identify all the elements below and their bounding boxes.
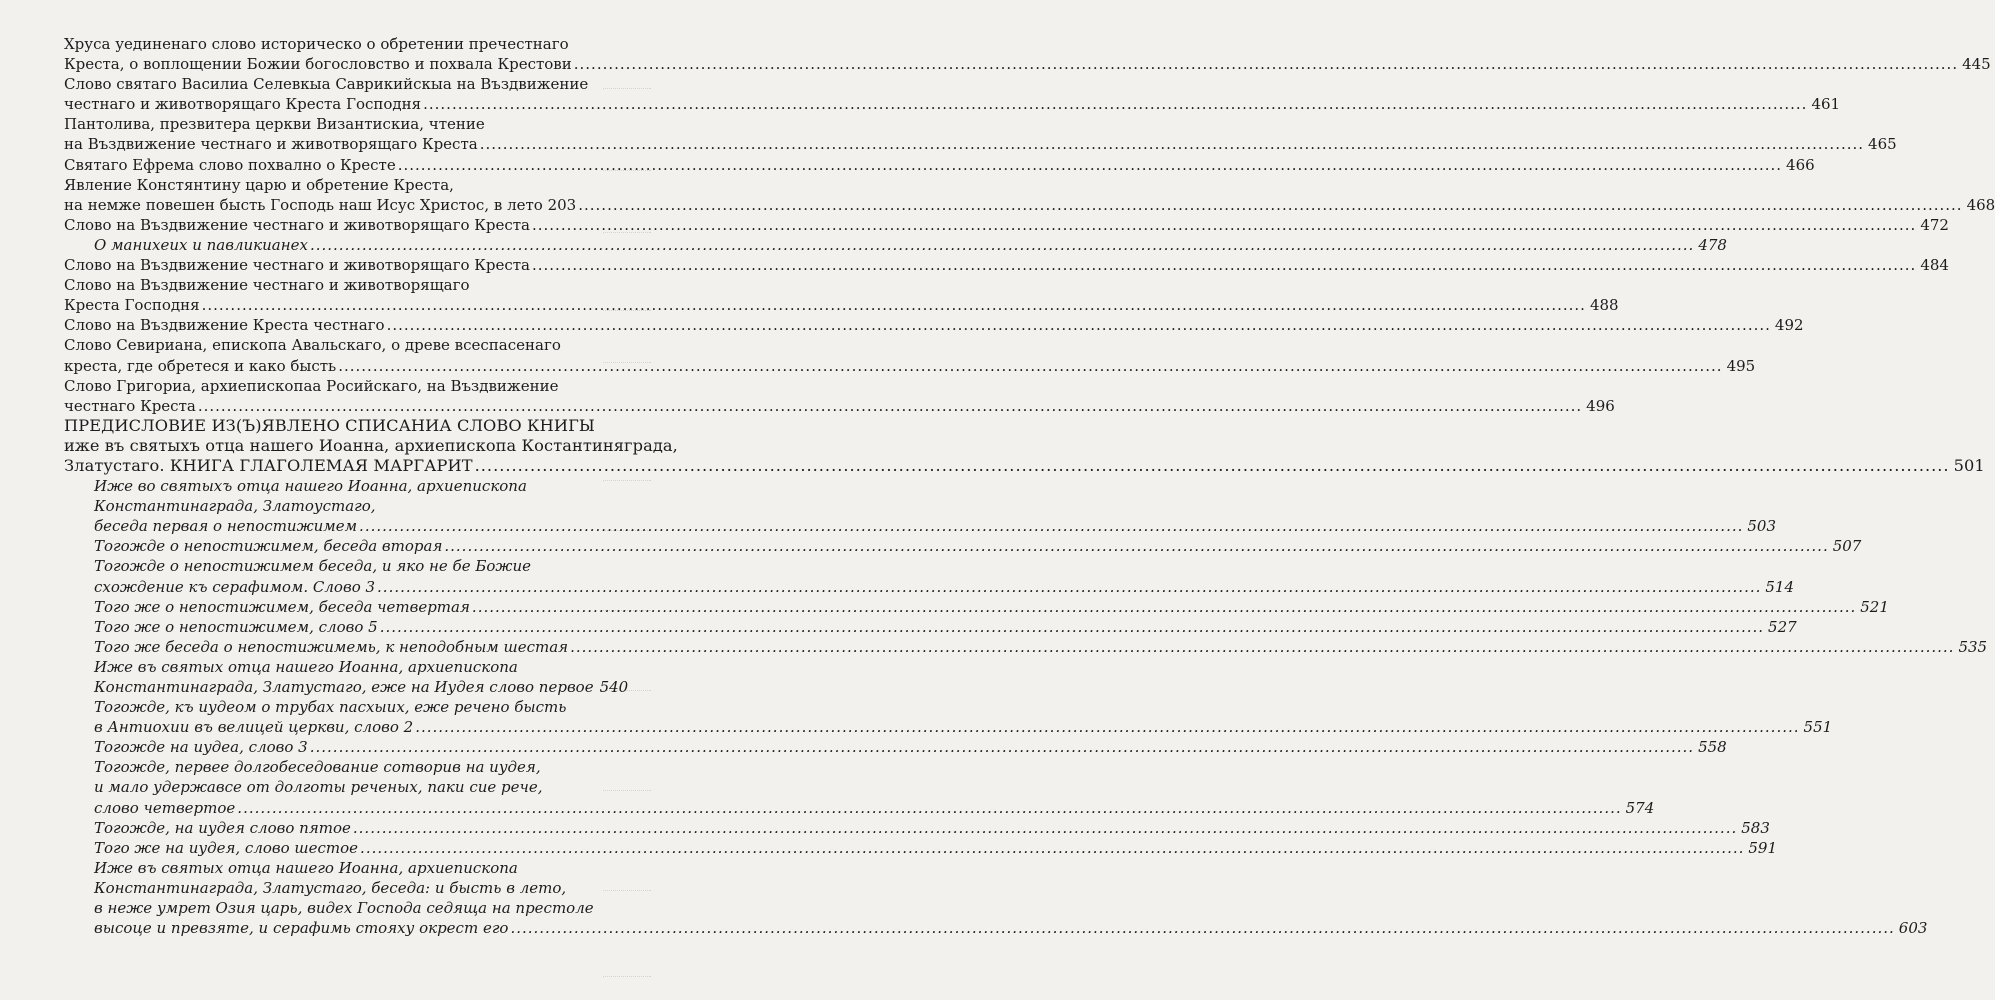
toc-entry-text: Слово на Въздвижение Креста честнаго — [64, 316, 385, 335]
toc-entry-line — [94, 918, 1928, 938]
dot-leader — [472, 597, 1856, 617]
dot-leader — [475, 456, 1950, 476]
toc-page-number: 558 — [1698, 738, 1727, 757]
dot-leader — [360, 838, 1744, 858]
toc-entry-text: на немже повешен бысть Господь наш Исус Христос, в лето 203 — [64, 195, 577, 214]
toc-entry-text: на Въздвижение честнаго и животворящаго Креста — [64, 135, 478, 154]
toc-entry-text: слово четвертое — [94, 798, 236, 817]
toc-entry — [94, 597, 1889, 617]
dot-leader — [510, 918, 1894, 938]
toc-entry-text: Тогожде на иудеа, слово 3 — [94, 738, 308, 757]
toc-entry-line — [64, 114, 614, 134]
toc-entry-text: Иже въ святых отца нашего Иоанна, архиепископа — [94, 858, 518, 877]
toc-entry-line — [64, 396, 1615, 416]
toc-entry-line — [94, 737, 1727, 757]
toc-page-number: 535 — [1958, 637, 1988, 656]
toc-entry-text: ПРЕДИСЛОВИЕ ИЗ(Ъ)ЯВЛЕНО СПИСАНИА СЛОВО КНИГЫ — [64, 415, 595, 435]
toc-entry-text: беседа первая о непостижимем — [94, 517, 358, 536]
toc-page-number: 461 — [1811, 95, 1841, 114]
toc-entry-text: Тогожде, первее долгобеседование сотворив на иудея, — [94, 758, 541, 777]
toc-entry — [64, 175, 1995, 215]
toc-entry-text: Того же на иудея, слово шестое — [94, 838, 359, 857]
toc-entry-line — [94, 617, 1797, 637]
toc-entry-text: Слово на Въздвижение честнаго и животворящаго Креста — [64, 256, 530, 275]
dot-leader — [377, 577, 1761, 597]
toc-entry — [94, 838, 1778, 858]
dot-leader — [480, 134, 1864, 154]
toc-entry-line — [94, 577, 1795, 597]
toc-entry-line — [94, 597, 1889, 617]
toc-entry-text: Слово Григориа, архиепископаа Росийскаго, на Въздвижение — [64, 376, 559, 395]
toc-entry — [94, 818, 1770, 838]
toc-entry-line — [64, 335, 614, 355]
toc-entry — [64, 34, 1991, 74]
toc-entry — [94, 235, 1727, 255]
toc-page-number: 527 — [1768, 617, 1797, 636]
dot-leader — [532, 255, 1916, 275]
toc-entry-line — [64, 195, 1995, 215]
dot-leader — [423, 94, 1807, 114]
toc-entry — [94, 476, 1777, 536]
toc-entry — [64, 255, 1949, 275]
toc-entry-line — [94, 838, 1778, 858]
toc-entry — [94, 536, 1862, 556]
toc-entry-text: Святаго Ефрема слово похвално о Кресте — [64, 155, 396, 174]
toc-page-number: 514 — [1765, 577, 1795, 596]
dot-leader — [387, 315, 1771, 335]
toc-section-heading — [64, 415, 1985, 476]
toc-entry-line — [64, 315, 1804, 335]
dot-leader — [398, 155, 1782, 175]
toc-entry-text: Слово на Въздвижение честнаго и животворящаго Креста — [64, 215, 530, 234]
toc-entry-text: высоце и превзяте, и серафимь стояху окрест его — [94, 919, 509, 938]
toc-entry-text: Константинаграда, Златустаго, беседа: и бысть в лето, — [94, 878, 567, 897]
toc-entry-line — [64, 255, 1949, 275]
toc-entry — [64, 74, 1841, 114]
dot-leader — [380, 617, 1764, 637]
toc-entry-line — [94, 757, 614, 777]
toc-entry-line — [94, 878, 614, 898]
toc-entry — [64, 376, 1615, 416]
toc-entry-line — [64, 54, 1991, 74]
table-of-contents — [64, 34, 1995, 938]
toc-entry-line — [64, 356, 1756, 376]
toc-page-number: 445 — [1962, 55, 1991, 74]
dot-leader — [359, 516, 1743, 536]
toc-entry — [64, 275, 1619, 315]
toc-page-number: 465 — [1868, 135, 1897, 154]
toc-entry-text: Златустаго. КНИГА ГЛАГОЛЕМАЯ МАРГАРИТ — [64, 455, 473, 475]
toc-entry-text: Явление Констянтину царю и обретение Креста, — [64, 175, 454, 194]
toc-entry-line — [64, 455, 1985, 476]
toc-entry-line — [94, 235, 1727, 255]
dot-leader — [198, 396, 1582, 416]
dot-leader — [570, 637, 1954, 657]
toc-page-number: 478 — [1698, 235, 1727, 254]
toc-entry-text: иже въ святыхъ отца нашего Иоанна, архиепископа Костантиняграда, — [64, 435, 678, 455]
toc-entry — [64, 155, 1815, 175]
toc-entry-text: честнаго и животворящаго Креста Господня — [64, 95, 422, 114]
toc-entry-line — [94, 657, 614, 677]
toc-entry-line — [64, 435, 678, 456]
toc-entry-text: Тогожде, къ иудеом о трубах пасхыих, еже речено бысть — [94, 698, 567, 717]
dot-leader — [237, 798, 1621, 818]
toc-entry-line — [64, 34, 614, 54]
toc-entry-text: Константинаграда, Златоустаго, — [94, 497, 376, 516]
toc-page-number: 468 — [1966, 195, 1995, 214]
toc-page-number: 591 — [1748, 838, 1778, 857]
toc-entry-line — [64, 74, 614, 94]
dot-leader — [578, 195, 1962, 215]
toc-entry — [64, 215, 1949, 235]
toc-entry-text: креста, где обретеся и како бысть — [64, 356, 337, 375]
toc-page-number: 603 — [1898, 919, 1928, 938]
dot-leader — [338, 356, 1722, 376]
toc-entry-text: Слово на Въздвижение честнаго и животворящаго — [64, 276, 470, 295]
toc-entry-line — [94, 717, 1833, 737]
toc-page-number: 488 — [1589, 296, 1619, 315]
toc-page-number: 472 — [1920, 215, 1949, 234]
toc-entry-line — [94, 496, 614, 516]
toc-entry-text: Иже въ святых отца нашего Иоанна, архиепископа — [94, 657, 518, 676]
toc-page-number: 507 — [1832, 537, 1862, 556]
toc-page-number: 503 — [1747, 517, 1777, 536]
dot-leader — [202, 295, 1586, 315]
dot-leader — [353, 818, 1737, 838]
toc-entry-text: Пантолива, презвитера церкви Византискиа, чтение — [64, 115, 485, 134]
toc-entry-text: Тогожде о непостижимем беседа, и яко не бе Божие — [94, 557, 531, 576]
toc-entry-line — [94, 818, 1770, 838]
bleed-through-mark — [603, 966, 651, 977]
toc-page-number: 540 — [599, 678, 629, 696]
toc-entry-text: Тогожде о непостижимем, беседа вторая — [94, 537, 443, 556]
toc-entry-line — [64, 175, 614, 195]
toc-entry — [94, 697, 1833, 737]
toc-page-number: 551 — [1803, 718, 1833, 737]
toc-entry — [94, 657, 629, 697]
toc-entry-text: Того же о непостижимем, беседа четвертая — [94, 597, 470, 616]
toc-entry — [94, 556, 1795, 596]
toc-entry-line — [64, 376, 614, 396]
dot-leader — [310, 235, 1694, 255]
toc-entry-line — [94, 697, 614, 717]
toc-entry — [64, 114, 1897, 154]
dot-leader — [574, 54, 1958, 74]
toc-entry-text: Тогожде, на иудея слово пятое — [94, 818, 351, 837]
toc-entry-line — [94, 516, 1777, 536]
toc-entry-text: О манихеих и павликианех — [94, 235, 308, 254]
toc-entry — [94, 757, 1655, 817]
toc-entry-text: Того же о непостижимем, слово 5 — [94, 617, 378, 636]
toc-page-number: 496 — [1586, 396, 1615, 415]
toc-entry-line — [94, 536, 1862, 556]
toc-entry-text: Хруса уединенаго слово историческо о обретении пречестнаго — [64, 35, 569, 53]
toc-entry-text: честнаго Креста — [64, 396, 196, 415]
toc-entry-line — [94, 637, 1988, 657]
toc-entry-line — [94, 677, 629, 697]
toc-entry-text: Константинаграда, Златустаго, еже на Иудея слово первое — [94, 678, 594, 696]
toc-entry-text: Иже во святыхъ отца нашего Иоанна, архиепископа — [94, 477, 527, 496]
toc-page-number: 521 — [1860, 597, 1889, 616]
toc-page-number: 495 — [1726, 356, 1756, 375]
toc-entry — [94, 617, 1797, 637]
toc-entry-line — [64, 275, 614, 295]
toc-entry-line — [64, 416, 614, 436]
toc-entry-text: Креста, о воплощении Божии богословство и похвала Крестови — [64, 55, 572, 74]
toc-page-number: 574 — [1625, 798, 1655, 817]
dot-leader — [310, 737, 1694, 757]
toc-entry — [94, 737, 1727, 757]
toc-entry-line — [94, 476, 614, 496]
toc-page-number: 484 — [1920, 256, 1949, 275]
toc-entry-line — [94, 798, 1655, 818]
toc-entry-line — [64, 215, 1949, 235]
toc-page-number: 492 — [1774, 316, 1804, 335]
toc-entry-line — [94, 556, 614, 576]
toc-entry-line — [64, 295, 1619, 315]
toc-entry-text: Креста Господня — [64, 296, 200, 315]
toc-entry-line — [94, 898, 614, 918]
toc-entry-line — [64, 134, 1897, 154]
toc-entry-text: схождение къ серафимом. Слово 3 — [94, 577, 376, 596]
toc-entry-line — [64, 94, 1841, 114]
toc-entry-text: и мало удержавсе от долготы реченых, паки сие рече, — [94, 778, 543, 797]
toc-page-number: 501 — [1953, 455, 1985, 475]
toc-entry — [64, 335, 1756, 375]
dot-leader — [444, 536, 1828, 556]
toc-entry-text: Того же беседа о непостижимемь, к неподобным шестая — [94, 637, 569, 656]
dot-leader — [532, 215, 1916, 235]
toc-page-number: 583 — [1741, 818, 1770, 837]
toc-page-number: 466 — [1786, 155, 1815, 174]
toc-entry — [94, 637, 1988, 657]
toc-entry-text: в Антиохии въ велицей церкви, слово 2 — [94, 718, 414, 737]
toc-entry — [94, 858, 1928, 938]
toc-entry — [64, 315, 1804, 335]
toc-entry-line — [64, 155, 1815, 175]
toc-entry-text: Слово святаго Василиа Селевкыа Саврикийскыа на Въздвижение — [64, 75, 589, 94]
toc-entry-line — [94, 858, 614, 878]
toc-entry-line — [94, 777, 614, 797]
toc-entry-text: Слово Севириана, епископа Авальскаго, о древе всеспасенаго — [64, 336, 561, 355]
dot-leader — [415, 717, 1799, 737]
toc-entry-text: в неже умрет Озия царь, видех Господа седяща на престоле — [94, 899, 594, 918]
